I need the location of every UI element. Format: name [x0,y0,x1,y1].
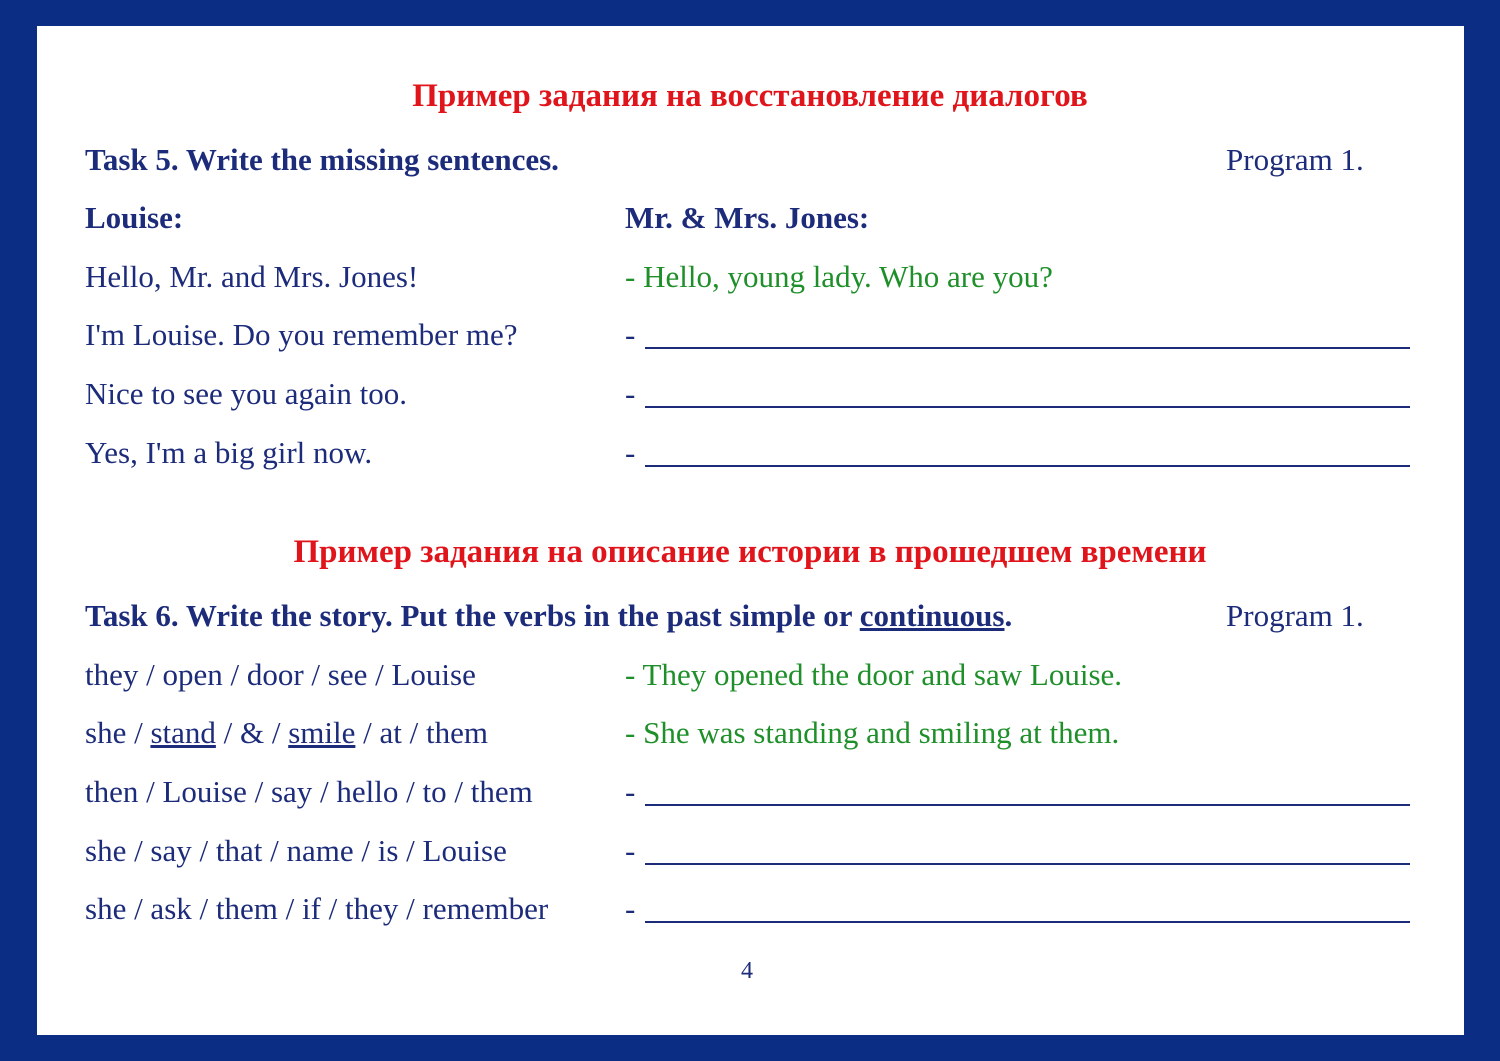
story-prompt: they / open / door / see / Louise [85,657,476,692]
answer-blank[interactable] [625,376,1410,412]
dialog-line: Hello, Mr. and Mrs. Jones! [85,259,419,294]
answer-dash: - [625,891,636,926]
prompt-part: / & / [215,715,289,750]
answer-dash: - [625,833,636,868]
answer-blank[interactable] [625,435,1410,471]
task5-title: Task 5. Write the missing sentences. [85,142,559,177]
story-answer-example: - They opened the door and saw Louise. [625,657,1123,692]
column-label-jones: Mr. & Mrs. Jones: [625,200,870,235]
dialog-answer-example: - Hello, young lady. Who are you? [625,259,1053,294]
answer-dash: - [625,317,636,352]
story-answer-example: - She was standing and smiling at them. [625,715,1120,750]
story-prompt: then / Louise / say / hello / to / them [85,774,533,809]
prompt-underlined-verb: smile [288,715,356,750]
answer-blank[interactable] [625,774,1410,810]
answer-underline [645,921,1410,923]
page-number: 4 [741,958,753,984]
story-prompt: she / ask / them / if / they / remember [85,891,549,926]
answer-dash: - [625,435,636,470]
story-prompt: she / say / that / name / is / Louise [85,833,507,868]
prompt-underlined-verb: stand [150,715,216,750]
section2-heading: Пример задания на описание истории в прошедшем времени [293,534,1207,570]
prompt-part: / at / them [355,715,488,750]
dialog-line: I'm Louise. Do you remember me? [85,317,518,352]
task6-program: Program 1. [1226,598,1364,633]
answer-blank[interactable] [625,833,1410,869]
dialog-line: Nice to see you again too. [85,376,407,411]
story-prompt [85,715,488,751]
task6-period: . [1004,598,1013,633]
answer-underline [645,406,1410,408]
answer-blank[interactable] [625,317,1410,353]
answer-underline [645,347,1410,349]
column-label-louise: Louise: [85,200,184,235]
answer-underline [645,804,1410,806]
task6-title [85,598,1012,634]
task5-program: Program 1. [1226,142,1364,177]
task6-text: Task 6. Write the story. Put the verbs in the past simple or [85,598,860,633]
task6-underlined-word: continuous [859,598,1005,633]
prompt-part: she / [85,715,151,750]
answer-underline [645,465,1410,467]
answer-dash: - [625,774,636,809]
answer-blank[interactable] [625,891,1410,927]
dialog-line: Yes, I'm a big girl now. [85,435,373,470]
answer-underline [645,863,1410,865]
answer-dash: - [625,376,636,411]
section1-heading: Пример задания на восстановление диалогов [412,78,1088,114]
